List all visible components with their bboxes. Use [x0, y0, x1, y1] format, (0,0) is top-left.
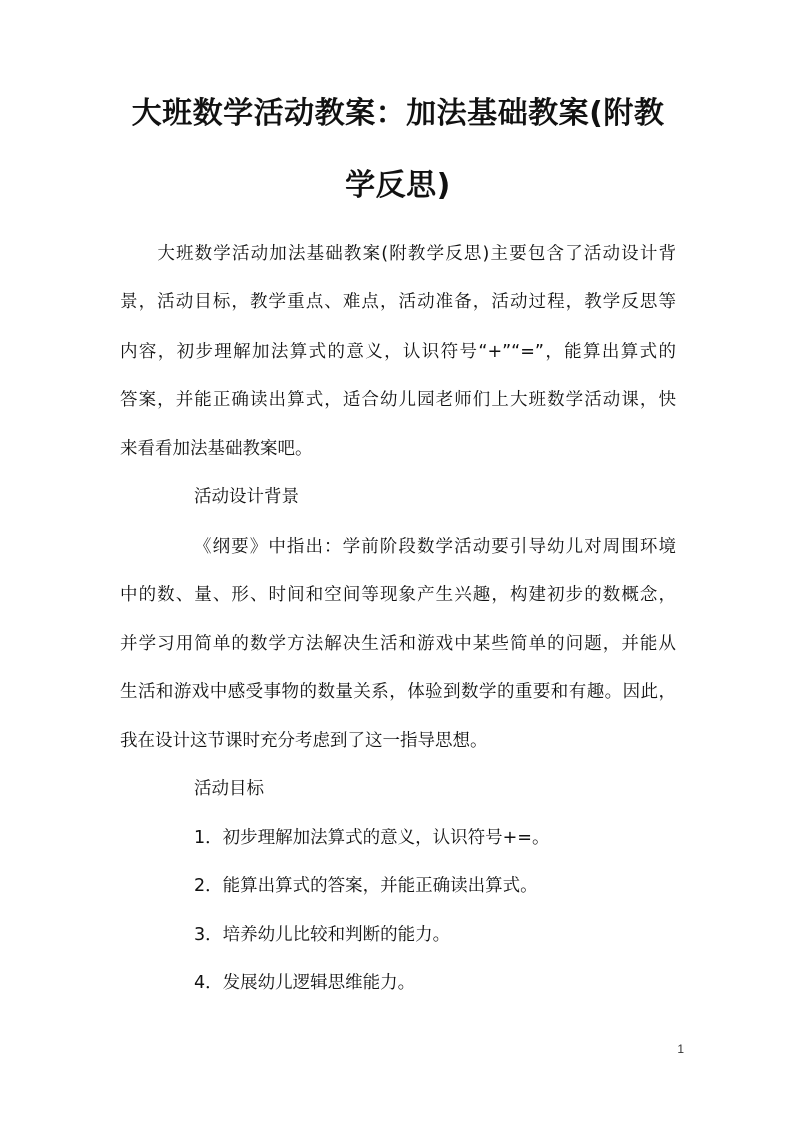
section-heading-goals: 活动目标	[194, 779, 264, 799]
background-line-3: 并学习用简单的数学方法解决生活和游戏中某些简单的问题，并能从	[120, 634, 676, 654]
document-title-line-2: 学反思)	[345, 168, 451, 203]
intro-line-1: 大班数学活动加法基础教案(附教学反思)主要包含了活动设计背	[120, 244, 676, 264]
goal-item-1: 1．初步理解加法算式的意义，认识符号+=。	[194, 828, 550, 848]
intro-line-3: 内容，初步理解加法算式的意义，认识符号“+”“=”，能算出算式的	[120, 342, 676, 362]
document-title-line-1: 大班数学活动教案：加法基础教案(附教	[131, 96, 665, 131]
section-heading-background: 活动设计背景	[194, 487, 299, 507]
background-line-5: 我在设计这节课时充分考虑到了这一指导思想。	[120, 731, 488, 751]
background-line-4: 生活和游戏中感受事物的数量关系，体验到数学的重要和有趣。因此，	[120, 682, 676, 702]
intro-line-5: 来看看加法基础教案吧。	[120, 439, 313, 459]
goal-item-4: 4．发展幼儿逻辑思维能力。	[194, 973, 416, 993]
intro-line-4: 答案，并能正确读出算式，适合幼儿园老师们上大班数学活动课，快	[120, 390, 676, 410]
background-line-1: 《纲要》中指出：学前阶段数学活动要引导幼儿对周围环境	[194, 537, 676, 557]
goal-item-2: 2．能算出算式的答案，并能正确读出算式。	[194, 876, 538, 896]
page-number: 1	[677, 1042, 684, 1056]
goal-item-3: 3．培养幼儿比较和判断的能力。	[194, 925, 451, 945]
intro-line-2: 景，活动目标，教学重点、难点，活动准备，活动过程，教学反思等	[120, 292, 676, 312]
background-line-2: 中的数、量、形、时间和空间等现象产生兴趣，构建初步的数概念，	[120, 585, 676, 605]
